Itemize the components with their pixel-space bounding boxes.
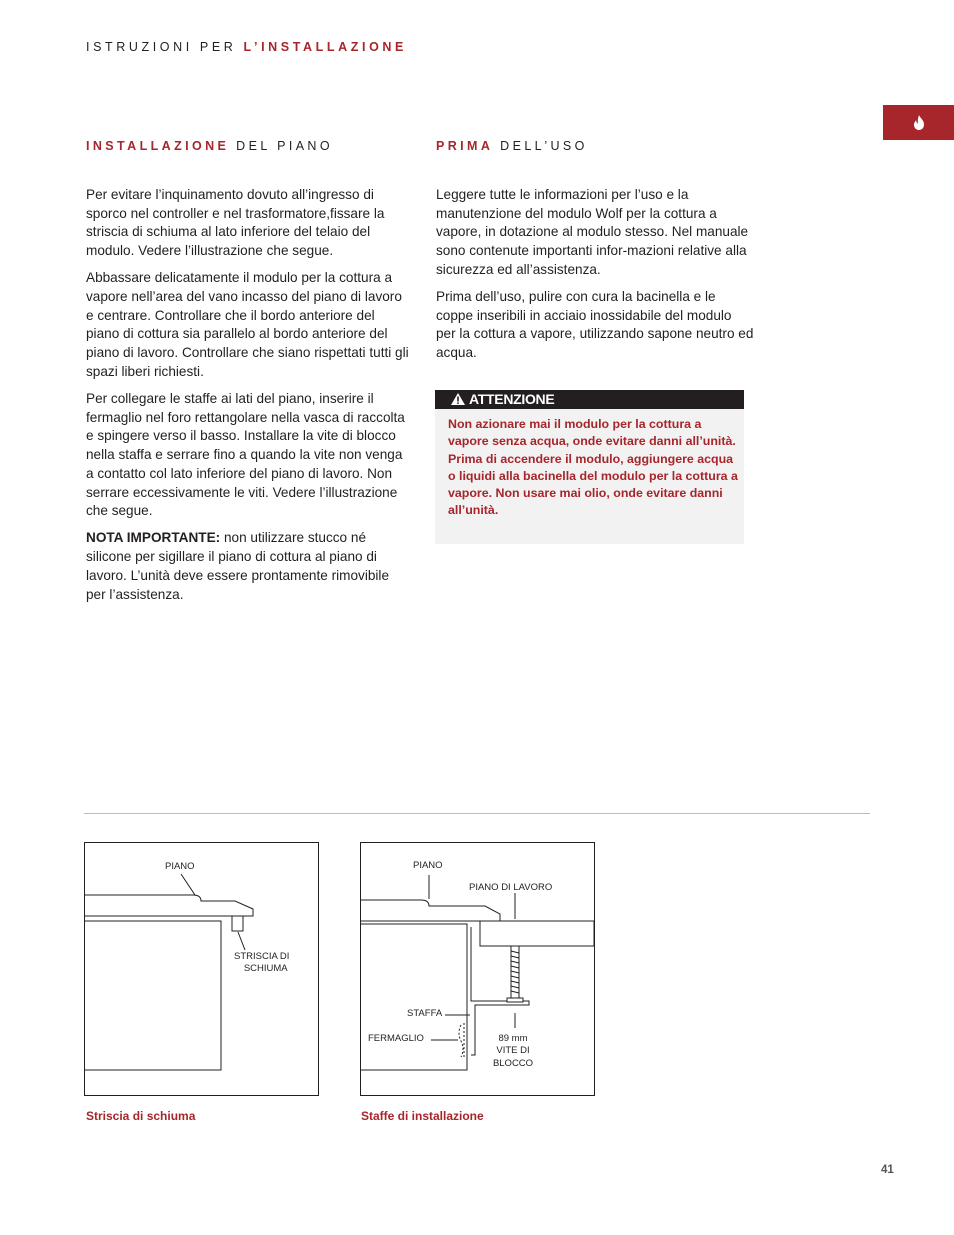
caption-figure2: Staffe di installazione bbox=[361, 1109, 484, 1123]
page-header bbox=[86, 40, 407, 54]
warning-text: Non azionare mai il modulo per la cottura a vapore senza acqua, onde evitare danni all’unità. Prima di accendere il modulo, aggiungere acqua o liquidi alla bacinella del modulo per la cottura a vapore. Non usare mai olio, onde evitare danni all’unità. bbox=[448, 417, 738, 518]
heading-highlight: INSTALLAZIONE bbox=[86, 139, 230, 153]
section-heading-prima-uso bbox=[436, 139, 588, 153]
caption-figure1: Striscia di schiuma bbox=[86, 1109, 196, 1123]
right-column-body bbox=[436, 186, 754, 371]
warning-triangle-icon bbox=[451, 393, 465, 405]
warning-title: ATTENZIONE bbox=[469, 391, 555, 407]
divider bbox=[84, 813, 870, 814]
header-prefix: ISTRUZIONI PER bbox=[86, 40, 244, 54]
label-fermaglio: FERMAGLIO bbox=[368, 1033, 424, 1044]
paragraph: Abbassare delicatamente il modulo per la cottura a vapore nell’area del vano incasso del piano di lavoro e centrare. Controllare che il bordo anteriore del piano di cottura sia parallelo al bordo anteriore del piano di lavoro. Controllare che siano rispettati tutti gli spazi liberi richiesti. bbox=[86, 270, 409, 379]
page-number: 41 bbox=[881, 1164, 894, 1176]
section-tab bbox=[883, 105, 954, 140]
warning-box bbox=[435, 390, 744, 544]
important-note bbox=[86, 529, 411, 604]
header-highlight: L’INSTALLAZIONE bbox=[243, 40, 407, 54]
label-staffa: STAFFA bbox=[407, 1008, 443, 1019]
left-column-body bbox=[86, 186, 411, 613]
paragraph: Prima dell’uso, pulire con cura la bacinella e le coppe inseribili in acciaio inossidabile del modulo per la cottura a vapore, utilizzando sapone neutro ed acqua. bbox=[436, 289, 754, 361]
label-piano: PIANO bbox=[413, 860, 443, 871]
figure-striscia-schiuma bbox=[84, 842, 319, 1096]
section-heading-installazione bbox=[86, 139, 333, 153]
label-piano: PIANO bbox=[165, 861, 195, 872]
label-line: 89 mm bbox=[498, 1033, 528, 1044]
flame-icon bbox=[913, 115, 925, 130]
note-label: NOTA IMPORTANTE: bbox=[86, 530, 221, 546]
paragraph: Leggere tutte le informazioni per l’uso e la manutenzione del modulo Wolf per la cottura a vapore, in dotazione al modulo stesso. Nel manuale sono contenute importanti infor-mazioni relative alla sicurezza ed all’assistenza. bbox=[436, 187, 749, 277]
note-text: non utilizzare stucco né silicone per sigillare il piano di cottura al piano di lavoro. L’unità deve essere prontamente rimovibile per l’assistenza. bbox=[86, 530, 390, 602]
label-line: STRISCIA DI bbox=[234, 951, 290, 962]
heading-rest: DEL PIANO bbox=[229, 139, 333, 153]
paragraph: Per collegare le staffe ai lati del piano, inserire il fermaglio nel foro rettangolare nella vasca di raccolta e spingere verso il basso. Installare la vite di blocco nella staffa e serrare fino a quando la vite non venga a contatto col lato inferiore del piano di lavoro. Non serrare eccessivamente le viti. Vedere l’illustrazione che segue. bbox=[86, 391, 405, 519]
figure-staffe-installazione bbox=[360, 842, 595, 1096]
warning-title-bar bbox=[435, 390, 744, 409]
bracket-diagram bbox=[361, 843, 594, 1095]
label-line: SCHIUMA bbox=[243, 963, 288, 974]
label-line: BLOCCO bbox=[492, 1058, 534, 1069]
heading-rest: DELL’USO bbox=[493, 139, 588, 153]
label-vite-blocco bbox=[490, 1033, 536, 1070]
heading-highlight: PRIMA bbox=[436, 139, 494, 153]
label-line: VITE DI bbox=[496, 1045, 530, 1056]
label-piano-di-lavoro: PIANO DI LAVORO bbox=[469, 882, 553, 893]
label-striscia-schiuma bbox=[234, 951, 289, 975]
paragraph: Per evitare l’inquinamento dovuto all’ingresso di sporco nel controller e nel trasformatore,fissare la striscia di schiuma al lato inferiore del telaio del modulo. Vedere l’illustrazione che segue. bbox=[86, 187, 385, 259]
